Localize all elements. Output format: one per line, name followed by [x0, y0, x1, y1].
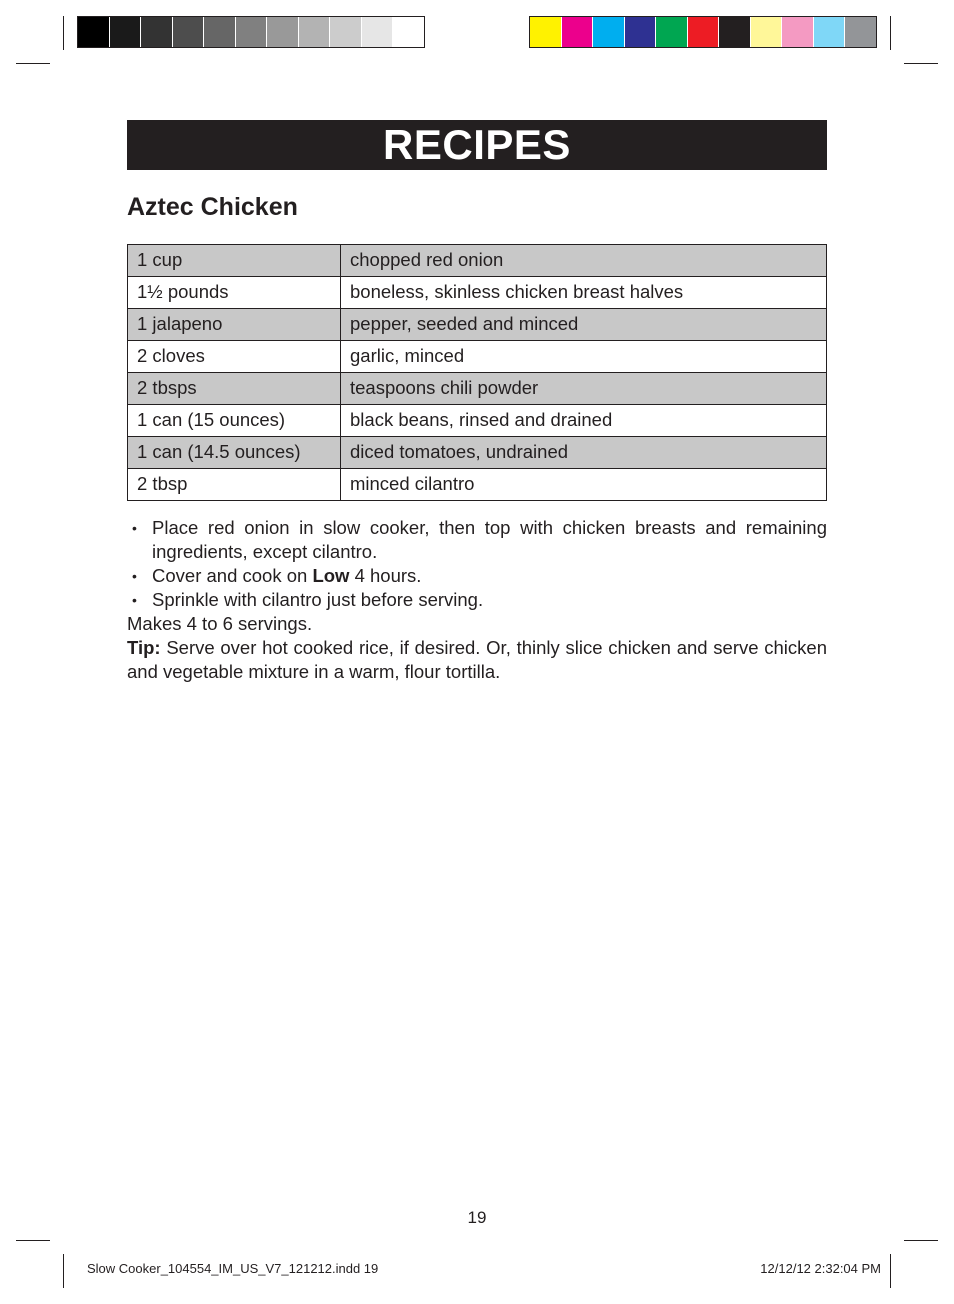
table-row [128, 437, 827, 469]
list-item [127, 516, 827, 564]
ingredient-item: minced cilantro [341, 469, 827, 501]
recipe-title: Aztec Chicken [127, 193, 298, 221]
ingredient-quantity: 1 cup [128, 245, 341, 277]
list-item [127, 564, 827, 588]
gray-swatch [110, 17, 142, 47]
ingredient-quantity: 2 cloves [128, 341, 341, 373]
gray-swatch [330, 17, 362, 47]
crop-mark [63, 16, 64, 50]
ingredient-quantity: 1 jalapeno [128, 309, 341, 341]
color-swatch [751, 17, 783, 47]
color-swatch [593, 17, 625, 47]
crop-mark [890, 16, 891, 50]
step-text: 4 hours. [349, 565, 422, 586]
page-number: 19 [467, 1208, 487, 1227]
color-swatch [562, 17, 594, 47]
crop-mark [904, 63, 938, 64]
color-calibration-bar [529, 16, 877, 48]
ingredient-item: diced tomatoes, undrained [341, 437, 827, 469]
gray-swatch [236, 17, 268, 47]
tip-paragraph [127, 636, 827, 684]
table-row [128, 277, 827, 309]
ingredient-item: boneless, skinless chicken breast halves [341, 277, 827, 309]
ingredient-quantity: 2 tbsp [128, 469, 341, 501]
gray-swatch [362, 17, 394, 47]
gray-swatch [173, 17, 205, 47]
ingredient-item: garlic, minced [341, 341, 827, 373]
table-row [128, 469, 827, 501]
table-row [128, 373, 827, 405]
crop-mark [63, 1254, 64, 1288]
crop-mark [16, 1240, 50, 1241]
step-text: Sprinkle with cilantro just before serving. [152, 589, 484, 610]
gray-swatch [141, 17, 173, 47]
crop-mark [16, 63, 50, 64]
step-emphasis: Low [312, 565, 350, 586]
crop-mark [890, 1254, 891, 1288]
color-swatch [719, 17, 751, 47]
ingredient-item: chopped red onion [341, 245, 827, 277]
table-row [128, 405, 827, 437]
directions [127, 516, 827, 684]
gray-swatch [78, 17, 110, 47]
table-row [128, 245, 827, 277]
step-text: Cover and cook on [152, 565, 313, 586]
gray-swatch [267, 17, 299, 47]
ingredient-quantity: 1 can (14.5 ounces) [128, 437, 341, 469]
grayscale-calibration-bar [77, 16, 425, 48]
ingredient-quantity: 2 tbsps [128, 373, 341, 405]
color-swatch [688, 17, 720, 47]
ingredient-quantity: 1 can (15 ounces) [128, 405, 341, 437]
section-title: RECIPES [383, 121, 571, 168]
ingredient-quantity: 1½ pounds [128, 277, 341, 309]
steps-list [127, 516, 827, 612]
table-row [128, 309, 827, 341]
tip-label: Tip: [127, 637, 161, 658]
color-swatch [845, 17, 876, 47]
tip-text: Serve over hot cooked rice, if desired. Or, thinly slice chicken and serve chicken and vegetable mixture in a warm, flour tortilla. [127, 637, 827, 682]
color-swatch [656, 17, 688, 47]
table-row [128, 341, 827, 373]
yield-text: Makes 4 to 6 servings. [127, 613, 313, 634]
color-swatch [782, 17, 814, 47]
print-timestamp: 12/12/12 2:32:04 PM [760, 1261, 881, 1276]
list-item [127, 588, 827, 612]
step-text: Place red onion in slow cooker, then top with chicken breasts and remaining ingredients, except cilantro. [152, 517, 827, 562]
color-swatch [625, 17, 657, 47]
color-swatch [814, 17, 846, 47]
gray-swatch [393, 17, 424, 47]
crop-mark [904, 1240, 938, 1241]
ingredients-table [127, 244, 827, 501]
gray-swatch [204, 17, 236, 47]
ingredient-item: black beans, rinsed and drained [341, 405, 827, 437]
ingredient-item: teaspoons chili powder [341, 373, 827, 405]
gray-swatch [299, 17, 331, 47]
section-banner [127, 120, 827, 170]
color-swatch [530, 17, 562, 47]
ingredient-item: pepper, seeded and minced [341, 309, 827, 341]
file-slug: Slow Cooker_104554_IM_US_V7_121212.indd 19 [87, 1261, 379, 1276]
